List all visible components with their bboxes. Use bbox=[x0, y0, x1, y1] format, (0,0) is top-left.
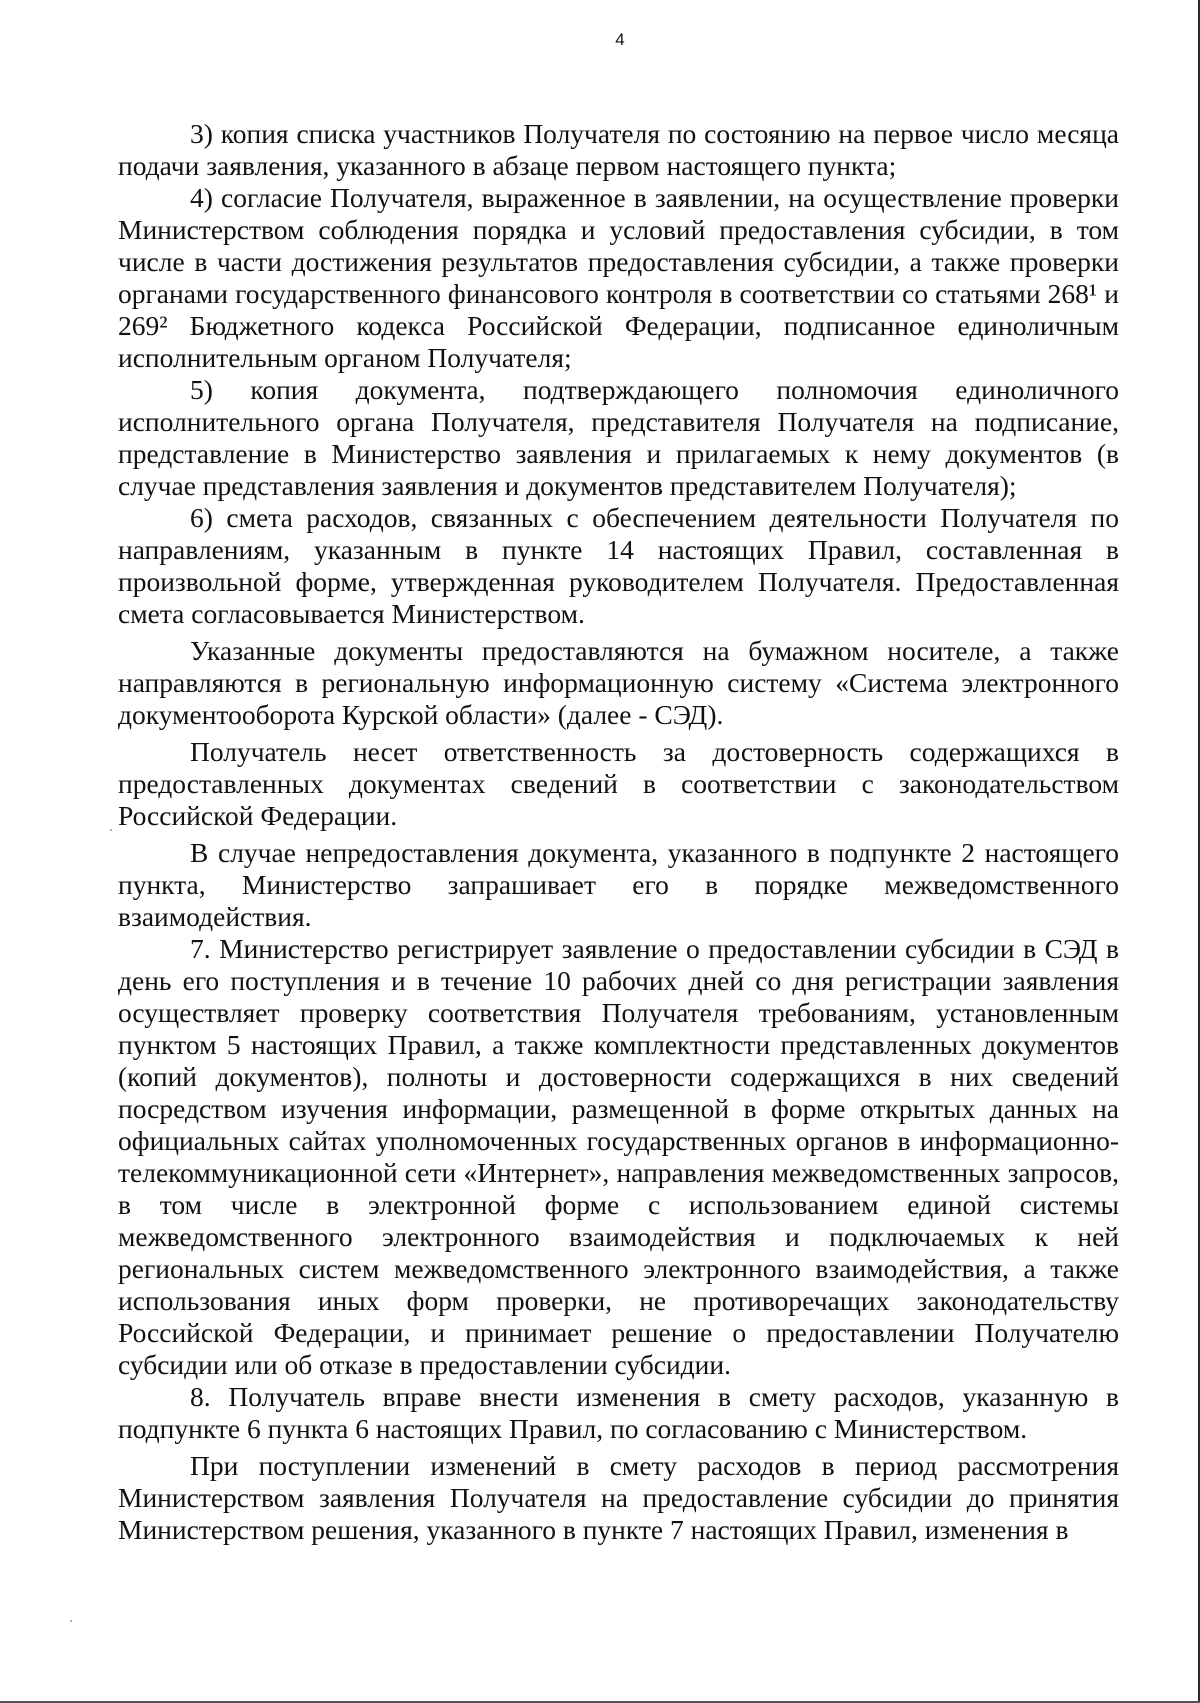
paragraph-documents-submission: Указанные документы предоставляются на бумажном носителе, а также направляются в региональную информационную систему «Система электронного документооборота Курской области» (далее - СЭД). bbox=[118, 635, 1119, 730]
paragraph-item-6: 6) смета расходов, связанных с обеспечением деятельности Получателя по направлениям, указанным в пункте 14 настоящих Правил, составленная в произвольной форме, утвержденная руководителем Получателя. Предоставленная смета согласовывается Министерством. bbox=[118, 502, 1119, 629]
document-body bbox=[118, 118, 1119, 1546]
paragraph-item-3: 3) копия списка участников Получателя по состоянию на первое число месяца подачи заявления, указанного в абзаце первом настоящего пункта; bbox=[118, 118, 1119, 181]
paragraph-item-5: 5) копия документа, подтверждающего полномочия единоличного исполнительного органа Получателя, представителя Получателя на подписание, представление в Министерство заявления и прилагаемых к нему документов (в случае представления заявления и документов представителем Получателя); bbox=[118, 374, 1119, 501]
paragraph-estimate-changes: При поступлении изменений в смету расходов в период рассмотрения Министерством заявления Получателя на предоставление субсидии до принятия Министерством решения, указанного в пункте 7 настоящих Правил, изменения в bbox=[118, 1450, 1119, 1545]
page-number: 4 bbox=[615, 30, 625, 49]
paragraph-interagency-request: В случае непредоставления документа, указанного в подпункте 2 настоящего пункта, Министерство запрашивает его в порядке межведомственного взаимодействия. bbox=[118, 837, 1119, 932]
paragraph-point-7: 7. Министерство регистрирует заявление о предоставлении субсидии в СЭД в день его поступления и в течение 10 рабочих дней со дня регистрации заявления осуществляет проверку соответствия Получателя требованиям, установленным пунктом 5 настоящих Правил, а также комплектности представленных документов (копий документов), полноты и достоверности содержащихся в них сведений посредством изучения информации, размещенной в форме открытых данных на официальных сайтах уполномоченных государственных органов в информационно-телекоммуникационной сети «Интернет», направления межведомственных запросов, в том числе в электронной форме с использованием единой системы межведомственного электронного взаимодействия и подключаемых к ней региональных систем межведомственного электронного взаимодействия, а также использования иных форм проверки, не противоречащих законодательству Российской Федерации, и принимает решение о предоставлении Получателю субсидии или об отказе в предоставлении субсидии. bbox=[118, 933, 1119, 1380]
paragraph-point-8: 8. Получатель вправе внести изменения в смету расходов, указанную в подпункте 6 пункта 6 настоящих Правил, по согласованию с Министерством. bbox=[118, 1381, 1119, 1444]
scan-speck bbox=[110, 829, 112, 831]
paragraph-responsibility: Получатель несет ответственность за достоверность содержащихся в предоставленных документах сведений в соответствии с законодательством Российской Федерации. bbox=[118, 736, 1119, 831]
paragraph-item-4: 4) согласие Получателя, выраженное в заявлении, на осуществление проверки Министерством соблюдения порядка и условий предоставления субсидии, в том числе в части достижения результатов предоставления субсидии, а также проверки органами государственного финансового контроля в соответствии со статьями 268¹ и 269² Бюджетного кодекса Российской Федерации, подписанное единоличным исполнительным органом Получателя; bbox=[118, 182, 1119, 373]
scan-speck bbox=[70, 1620, 72, 1622]
